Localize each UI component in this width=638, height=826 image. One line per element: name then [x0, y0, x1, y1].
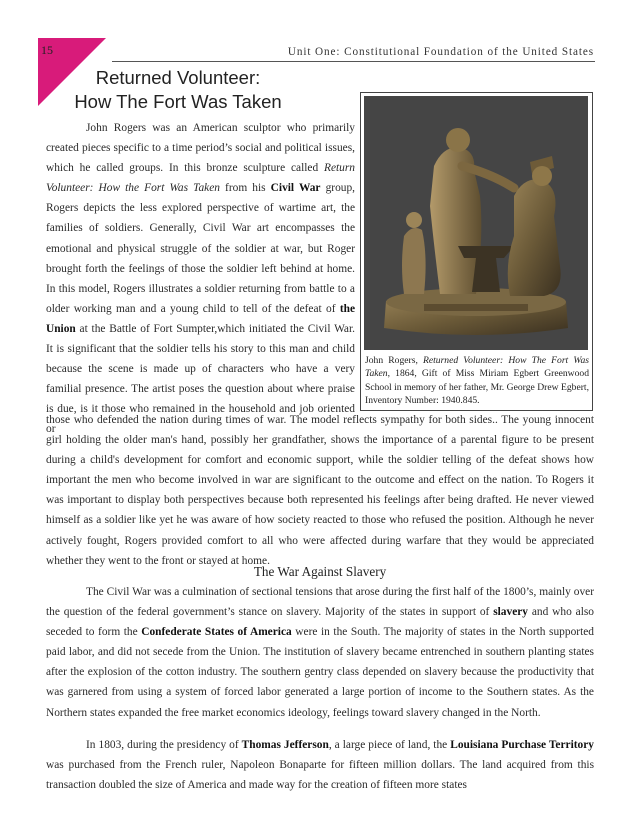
intro-text: group, Rogers depicts the less explored perspective of wartime art, the families of soldiers. Generally, Civil War art encompasses the emotional and physical struggle of the soldier at war, but Roger brought forth the feelings of those the soldier left behind at home. In this model, Rogers illustrates a soldier returning from battle to a older working man and a young child to tell of the defeat of: [46, 182, 355, 315]
sculpture-image: [364, 96, 588, 350]
paragraph-text: were in the South. The majority of states in the North supported paid labor, and did not secede from the Union. The institution of slavery became entrenched in southern planting states after the explosion of the cotton industry. The southern gentry class depended on slavery because the productivity that was garnered from using a system of forced labor generated a large portion of income to the Southern states. As the Northern states expanded the free market economics ideology, feelings toward slavery changed in the North.: [46, 626, 594, 719]
caption-title: Returned Volunteer: How The Fort Was Taken: [365, 355, 589, 380]
intro-continuation: those who defended the nation during times of war. The model reflects sympathy for both sides.. The young innocent girl holding the older man's hand, possibly her grandfather, shows the importance of a parental figure to be present during a child's development for comfort and economic support, while the soldier telling of the defeat shows how important the men who become involved in war are significant to the outcome and effect on the nation. To Rogers it was important to display both perspectives because both represented his feelings after being drafted. He never viewed himself as a soldier like yet he was aware of how society reacted to those who refused the position. Although he never actively fought, Rogers provided comfort to all who were affected during warfare that they would be appreciated whether they went to the front or stayed at home.: [46, 414, 594, 567]
term-slavery: slavery: [493, 606, 528, 619]
header-rule: [112, 61, 595, 62]
intro-text: at the Battle of Fort Sumpter,which initiated the Civil War. It is significant that the soldier tells his story to this man and child because the scene is made up of characters who have a very familial presence. The artist poses the question about where praise is due, is it those who remained in the household and job oriented or: [46, 322, 355, 436]
figure-caption: [365, 354, 589, 407]
article-title-line1: Returned Volunteer:: [95, 67, 261, 88]
group-name: Civil War: [270, 182, 321, 195]
intro-text: from his: [219, 182, 271, 195]
slavery-paragraph: [46, 582, 594, 723]
caption-details: , 1864, Gift of Miss Miriam Egbert Greenwood School in memory of her father, Mr. George Drew Egbert, Inventory Number: 1940.845.: [365, 368, 589, 406]
sculpture-photo: [364, 96, 588, 350]
term-louisiana-purchase: Louisiana Purchase Territory: [450, 739, 594, 751]
term-confederate-states: Confederate States of America: [141, 626, 292, 639]
work-title: Return Volunteer: How the Fort Was Taken: [46, 162, 355, 195]
louisiana-paragraph: [46, 735, 594, 795]
paragraph-text: and who also seceded to form the: [46, 606, 594, 639]
paragraph-text: was purchased from the French ruler, Napoleon Bonaparte for fifteen million dollars. The land acquired from this transaction doubled the size of America and made way for the creation of fifteen more states: [46, 759, 594, 792]
sculpture-figure: [360, 92, 593, 411]
intro-paragraph: [46, 118, 355, 440]
paragraph-text: , a large piece of land, the: [328, 739, 451, 751]
caption-artist: John Rogers,: [365, 355, 423, 366]
article-title-line2: How The Fort Was Taken: [74, 91, 282, 112]
section-heading: The War Against Slavery: [253, 564, 387, 579]
paragraph-text: In 1803, during the presidency of: [86, 739, 242, 751]
running-head: Unit One: Constitutional Foundation of the United States: [287, 46, 594, 58]
intro-text: John Rogers was an American sculptor who primarily created pieces specific to a time period’s social and political issues, which he called groups. In this bronze sculpture called: [46, 122, 355, 175]
term-union: the Union: [46, 302, 355, 335]
page-number: 15: [41, 43, 53, 57]
paragraph-text: The Civil War was a culmination of sectional tensions that arose during the first half of the 1800’s, mainly over the question of the federal government’s stance on slavery. Majority of the states in support of: [46, 586, 594, 619]
article-title: [48, 66, 308, 114]
term-thomas-jefferson: Thomas Jefferson: [241, 739, 329, 751]
